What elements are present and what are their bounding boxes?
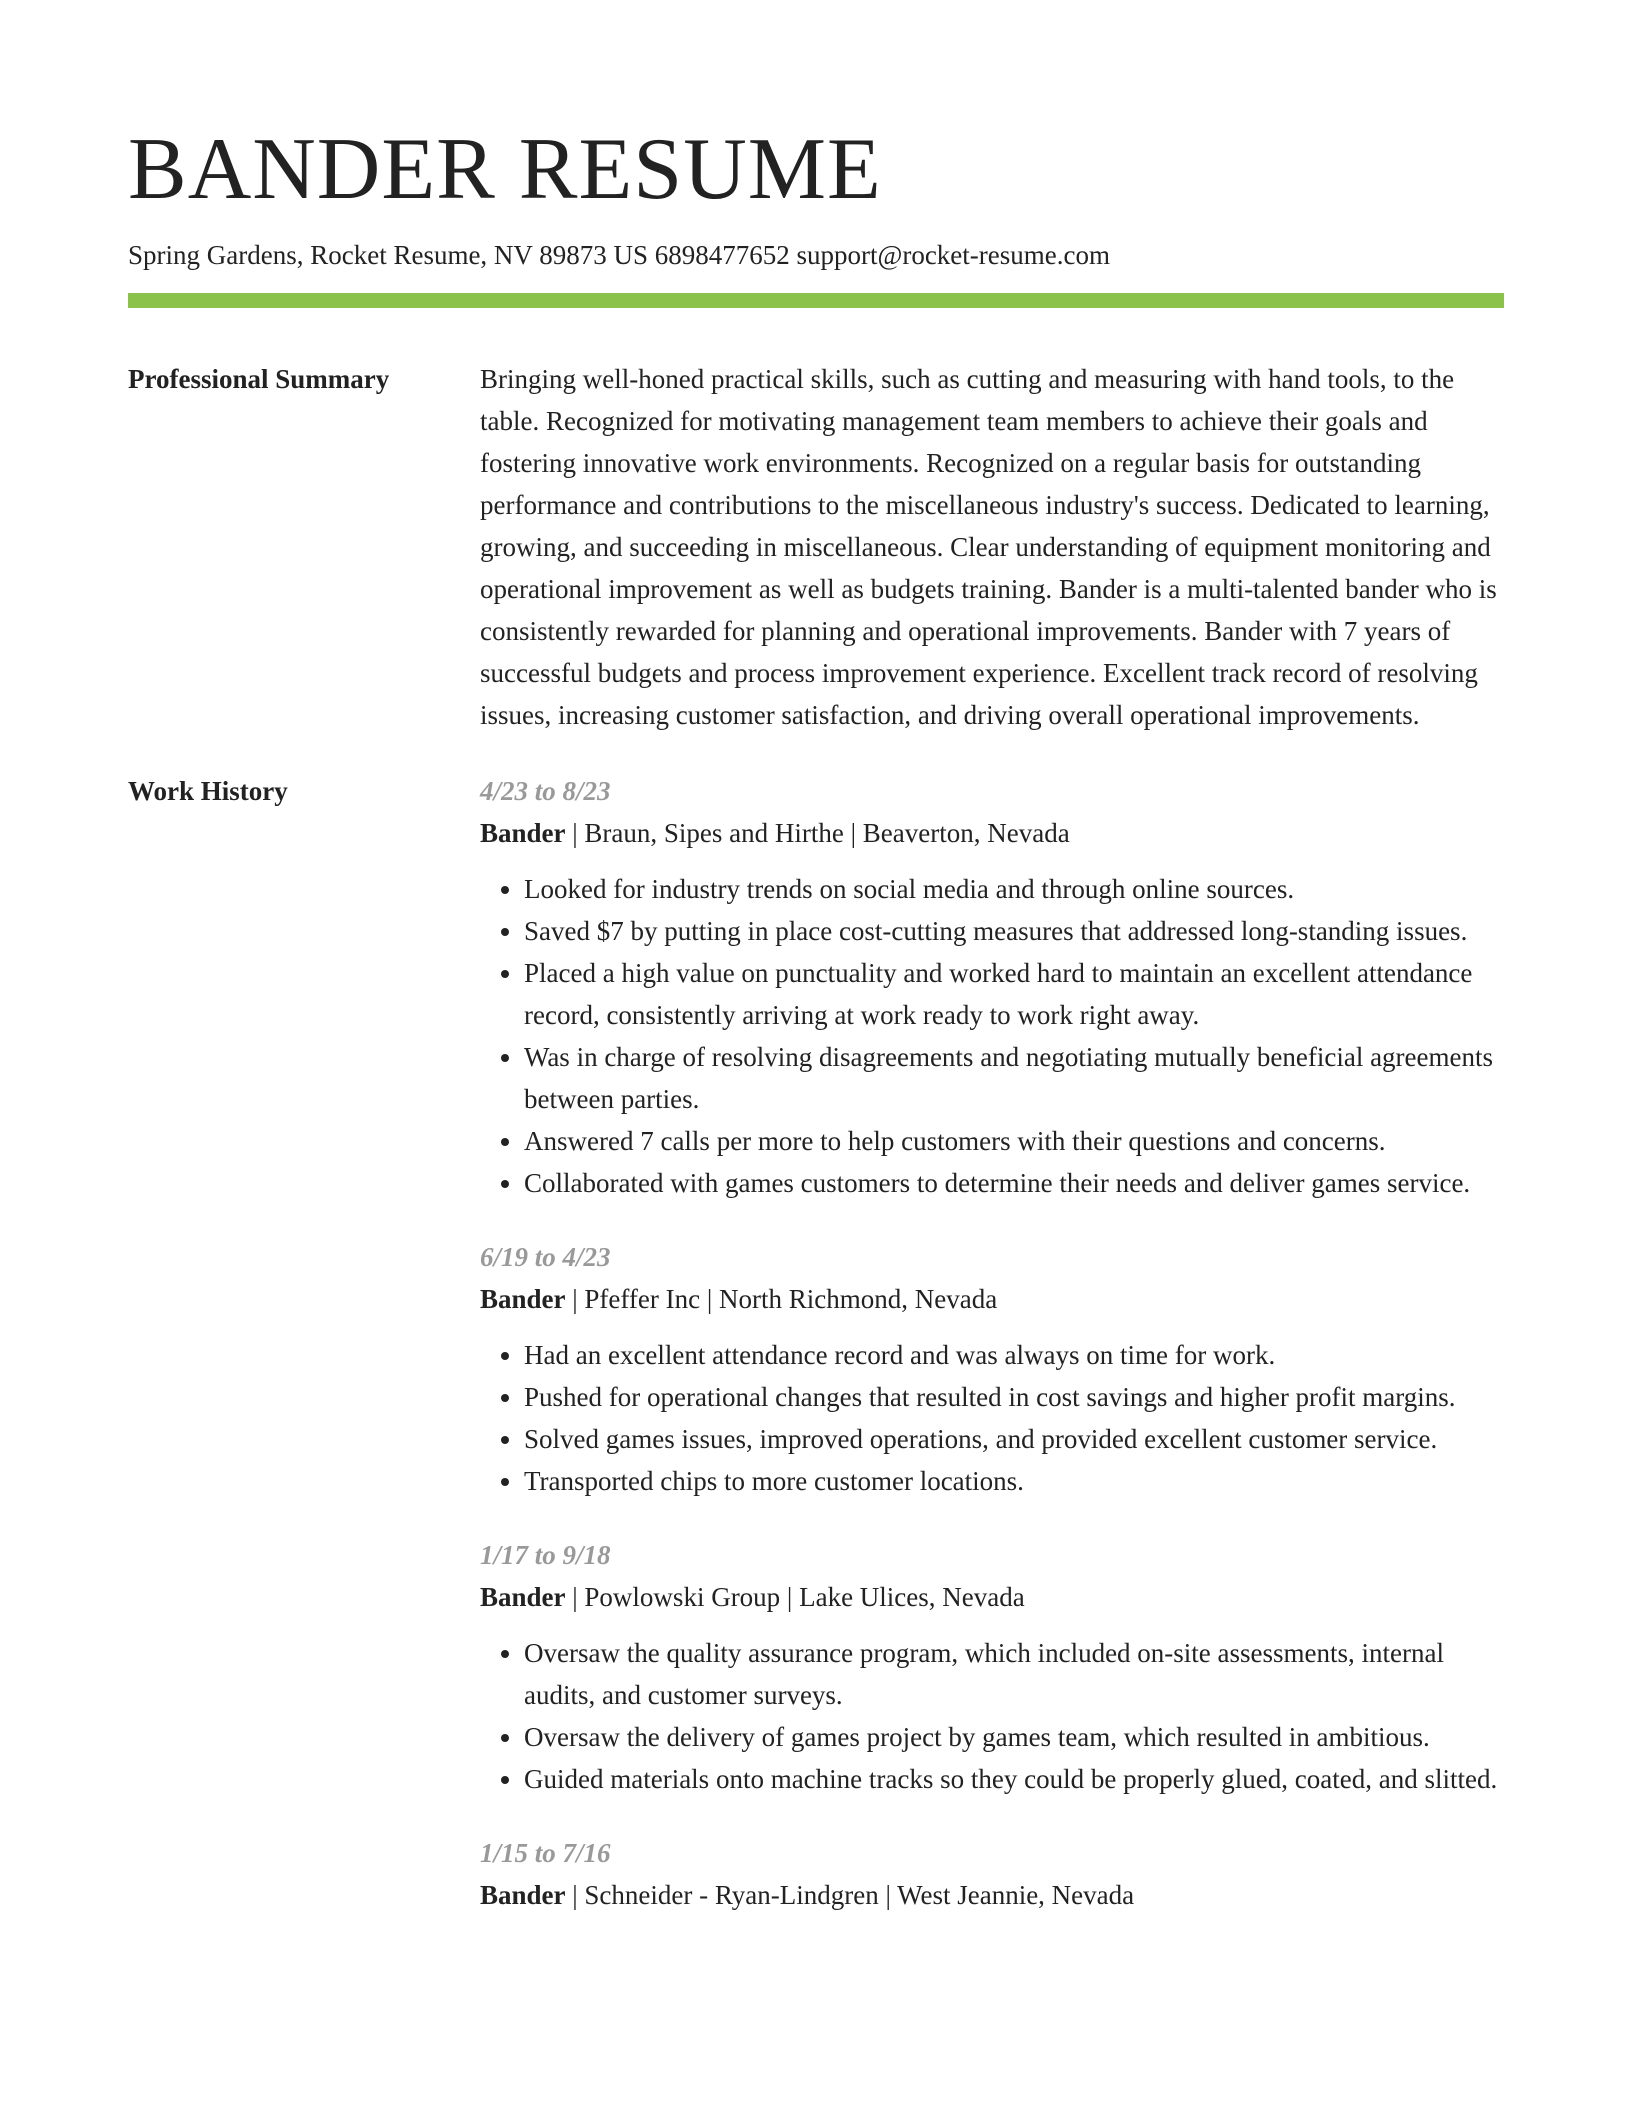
contact-info: Spring Gardens, Rocket Resume, NV 89873 US 6898477652 support@rocket-resume.com [128, 240, 1110, 270]
job-bullet: • Oversaw the delivery of games project by games team, which resulted in ambitious. [524, 1716, 1504, 1758]
job-dates: 1/17 to 9/18 [480, 1540, 611, 1570]
work-history-section [128, 770, 1504, 1948]
job-details: | Schneider - Ryan-Lindgren | West Jeannie, Nevada [565, 1880, 1135, 1910]
job-bullet: • Looked for industry trends on social media and through online sources. [524, 868, 1504, 910]
job-dates: 4/23 to 8/23 [480, 776, 611, 806]
job-details: | Braun, Sipes and Hirthe | Beaverton, Nevada [565, 818, 1070, 848]
job-entry [480, 1832, 1504, 1916]
job-title-line [480, 1278, 1504, 1320]
job-bullet: • Saved $7 by putting in place cost-cutting measures that addressed long-standing issues. [524, 910, 1504, 952]
section-label: Work History [128, 776, 288, 806]
job-bullet: • Transported chips to more customer locations. [524, 1460, 1504, 1502]
header-divider [128, 293, 1504, 308]
job-title-line [480, 1576, 1504, 1618]
job-entry [480, 770, 1504, 1204]
job-entry [480, 1534, 1504, 1800]
resume-name: BANDER RESUME [128, 121, 882, 218]
jobs-list [480, 770, 1504, 1948]
job-title: Bander [480, 1880, 566, 1910]
job-bullets [480, 1632, 1504, 1800]
job-title-line [480, 1874, 1504, 1916]
job-title: Bander [480, 1582, 566, 1612]
job-bullet: • Was in charge of resolving disagreements and negotiating mutually beneficial agreements between parties. [524, 1036, 1504, 1120]
job-bullet: • Collaborated with games customers to determine their needs and deliver games service. [524, 1162, 1504, 1204]
job-bullets [480, 868, 1504, 1204]
job-title: Bander [480, 818, 566, 848]
section-body [480, 358, 1504, 736]
job-bullet: • Answered 7 calls per more to help customers with their questions and concerns. [524, 1120, 1504, 1162]
job-bullet: • Placed a high value on punctuality and worked hard to maintain an excellent attendance record, consistently arriving at work ready to work right away. [524, 952, 1504, 1036]
job-title-line [480, 812, 1504, 854]
job-entry [480, 1236, 1504, 1502]
job-details: | Pfeffer Inc | North Richmond, Nevada [565, 1284, 998, 1314]
job-bullet: • Pushed for operational changes that resulted in cost savings and higher profit margins. [524, 1376, 1504, 1418]
job-bullet: • Guided materials onto machine tracks so they could be properly glued, coated, and slitted. [524, 1758, 1504, 1800]
job-details: | Powlowski Group | Lake Ulices, Nevada [565, 1582, 1025, 1612]
section-label: Professional Summary [128, 364, 390, 394]
job-bullets [480, 1334, 1504, 1502]
job-dates: 6/19 to 4/23 [480, 1242, 611, 1272]
job-bullet: • Solved games issues, improved operations, and provided excellent customer service. [524, 1418, 1504, 1460]
job-dates: 1/15 to 7/16 [480, 1838, 611, 1868]
summary-text: Bringing well-honed practical skills, such as cutting and measuring with hand tools, to the table. Recognized for motivating management team members to achieve their goals and fostering innovative work environments. Recognized on a regular basis for outstanding performance and contributions to the miscellaneous industry's success. Dedicated to learning, growing, and succeeding in miscellaneous. Clear understanding of equipment monitoring and operational improvement as well as budgets training. Bander is a multi-talented bander who is consistently rewarded for planning and operational improvements. Bander with 7 years of successful budgets and process improvement experience. Excellent track record of resolving issues, increasing customer satisfaction, and driving overall operational improvements. [480, 364, 1497, 730]
professional-summary-section [128, 358, 1504, 736]
job-title: Bander [480, 1284, 566, 1314]
job-bullet: • Had an excellent attendance record and was always on time for work. [524, 1334, 1504, 1376]
job-bullet: • Oversaw the quality assurance program, which included on-site assessments, internal audits, and customer surveys. [524, 1632, 1504, 1716]
